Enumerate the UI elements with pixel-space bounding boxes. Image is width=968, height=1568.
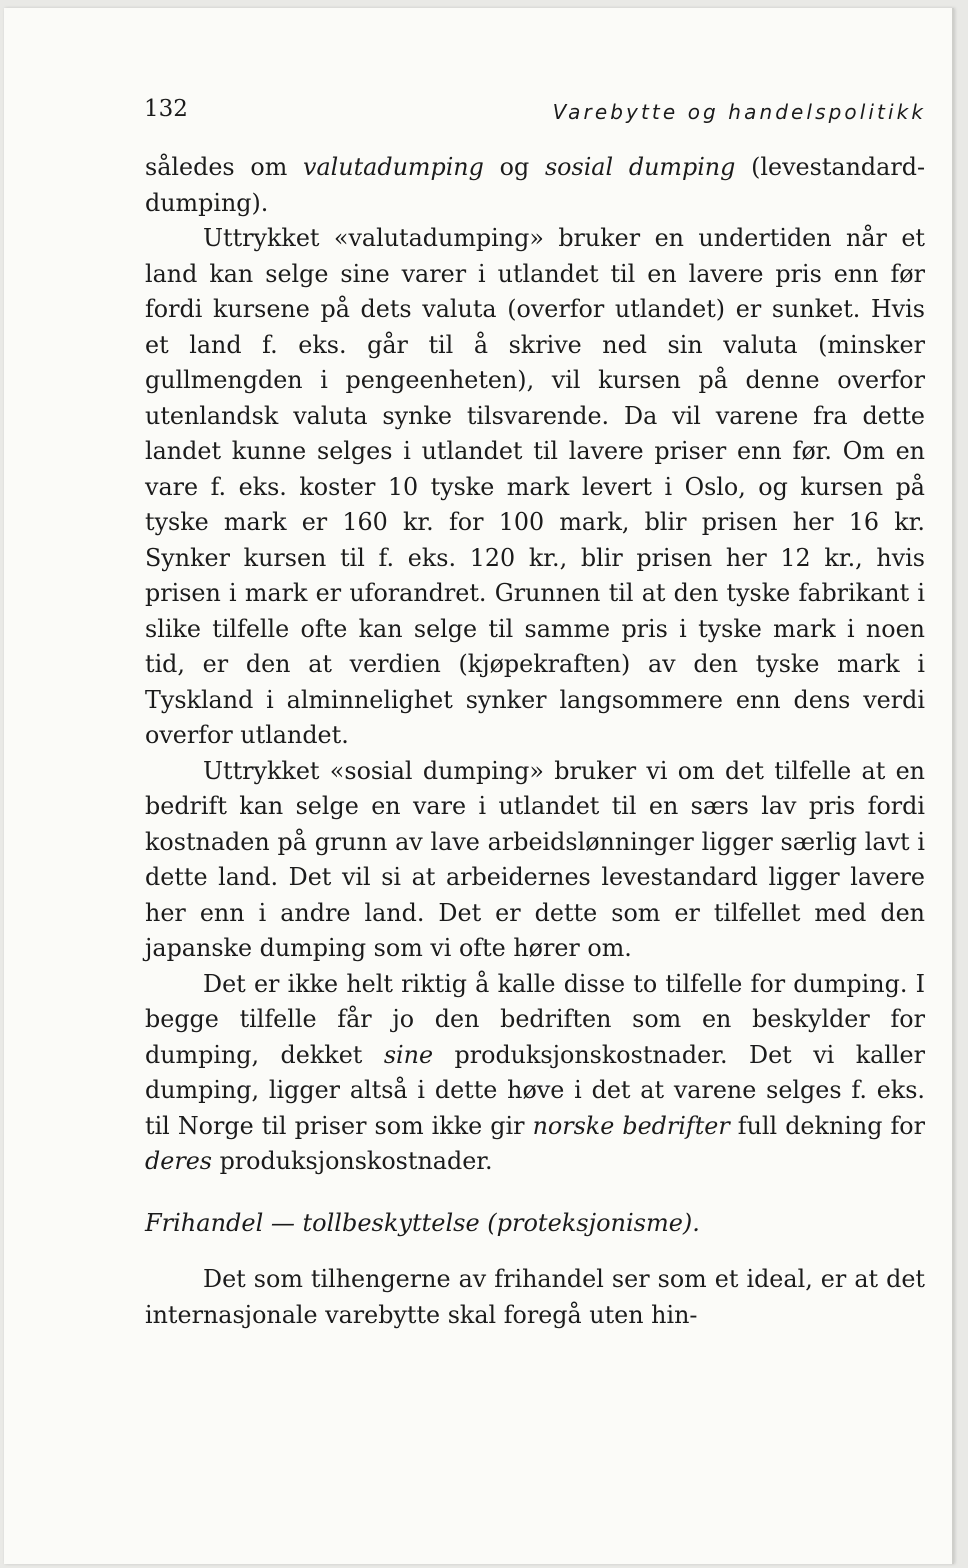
paragraph-2: Uttrykket «valutadumping» bruker en undertiden når et land kan selge sine varer i utlandet til en lavere pris enn før fordi kursene på dets valuta (overfor utlandet) er sunket. Hvis et land f. eks. går til å skrive ned sin valuta (minsker gullmengden i pengeenheten), vil kursen på denne overfor utenlandsk valuta synke tilsvarende. Da vil varene fra dette landet kunne selges i utlandet til lavere priser enn før. Om en vare f. eks. koster 10 tyske mark levert i Oslo, og kursen på tyske mark er 160 kr. for 100 mark, blir prisen her 16 kr. Synker kursen til f. eks. 120 kr., blir prisen her 12 kr., hvis prisen i mark er uforandret. Grunnen til at den tyske fabrikant i slike tilfelle ofte kan selge til samme pris i tyske mark i noen tid, er den at verdien (kjøpekraften) av den tyske mark i Tyskland i alminnelighet synker langsommere enn dens verdi overfor utlandet. <box>145 224 925 749</box>
paragraph-text: produksjonskostnader. Det vi kaller dumping, ligger altså i dette høve i det at varene selges f. eks. til Norge til priser som ikke gir <box>145 1040 925 1140</box>
paragraph-text: (levestandard-dumping). <box>145 153 925 217</box>
paragraph-1 <box>145 150 925 221</box>
paragraph-text: Det er ikke helt riktig å kalle disse to tilfelle for dumping. I begge tilfelle får jo den bedriften som en beskylder for dumping, dekket <box>145 969 925 1069</box>
running-header <box>140 92 930 132</box>
italic-term: sosial dumping <box>544 153 736 181</box>
italic-term: deres <box>145 1147 212 1175</box>
page-number: 132 <box>144 96 188 122</box>
section-paragraph: Det som tilhengerne av frihandel ser som et ideal, er at det internasjonale varebytte skal foregå uten hin- <box>145 1265 925 1329</box>
paragraph-text: således om <box>145 153 304 181</box>
section-heading: Frihandel — tollbeskyttelse (proteksjonisme). <box>145 1208 700 1237</box>
italic-term: sine <box>383 1040 434 1069</box>
running-title: Varebytte og handelspolitikk <box>552 100 926 124</box>
italic-term: valutadumping <box>303 153 484 181</box>
paragraph-text: og <box>483 153 545 181</box>
book-page <box>4 8 954 1564</box>
italic-term: norske bedrifter <box>532 1111 730 1140</box>
paragraph-text: full dekning for <box>729 1111 926 1140</box>
paragraph-text: produksjonskostnader. <box>212 1147 493 1175</box>
body-text <box>145 150 925 1333</box>
paragraph-3: Uttrykket «sosial dumping» bruker vi om det tilfelle at en bedrift kan selge en vare i utlandet til en særs lav pris fordi kostnaden på grunn av lave arbeidslønninger ligger særlig lavt i dette land. Det vil si at arbeidernes levestandard ligger lavere her enn i andre land. Det er dette som er tilfellet med den japanske dumping som vi ofte hører om. <box>145 756 925 962</box>
paragraph-4 <box>145 967 925 1180</box>
